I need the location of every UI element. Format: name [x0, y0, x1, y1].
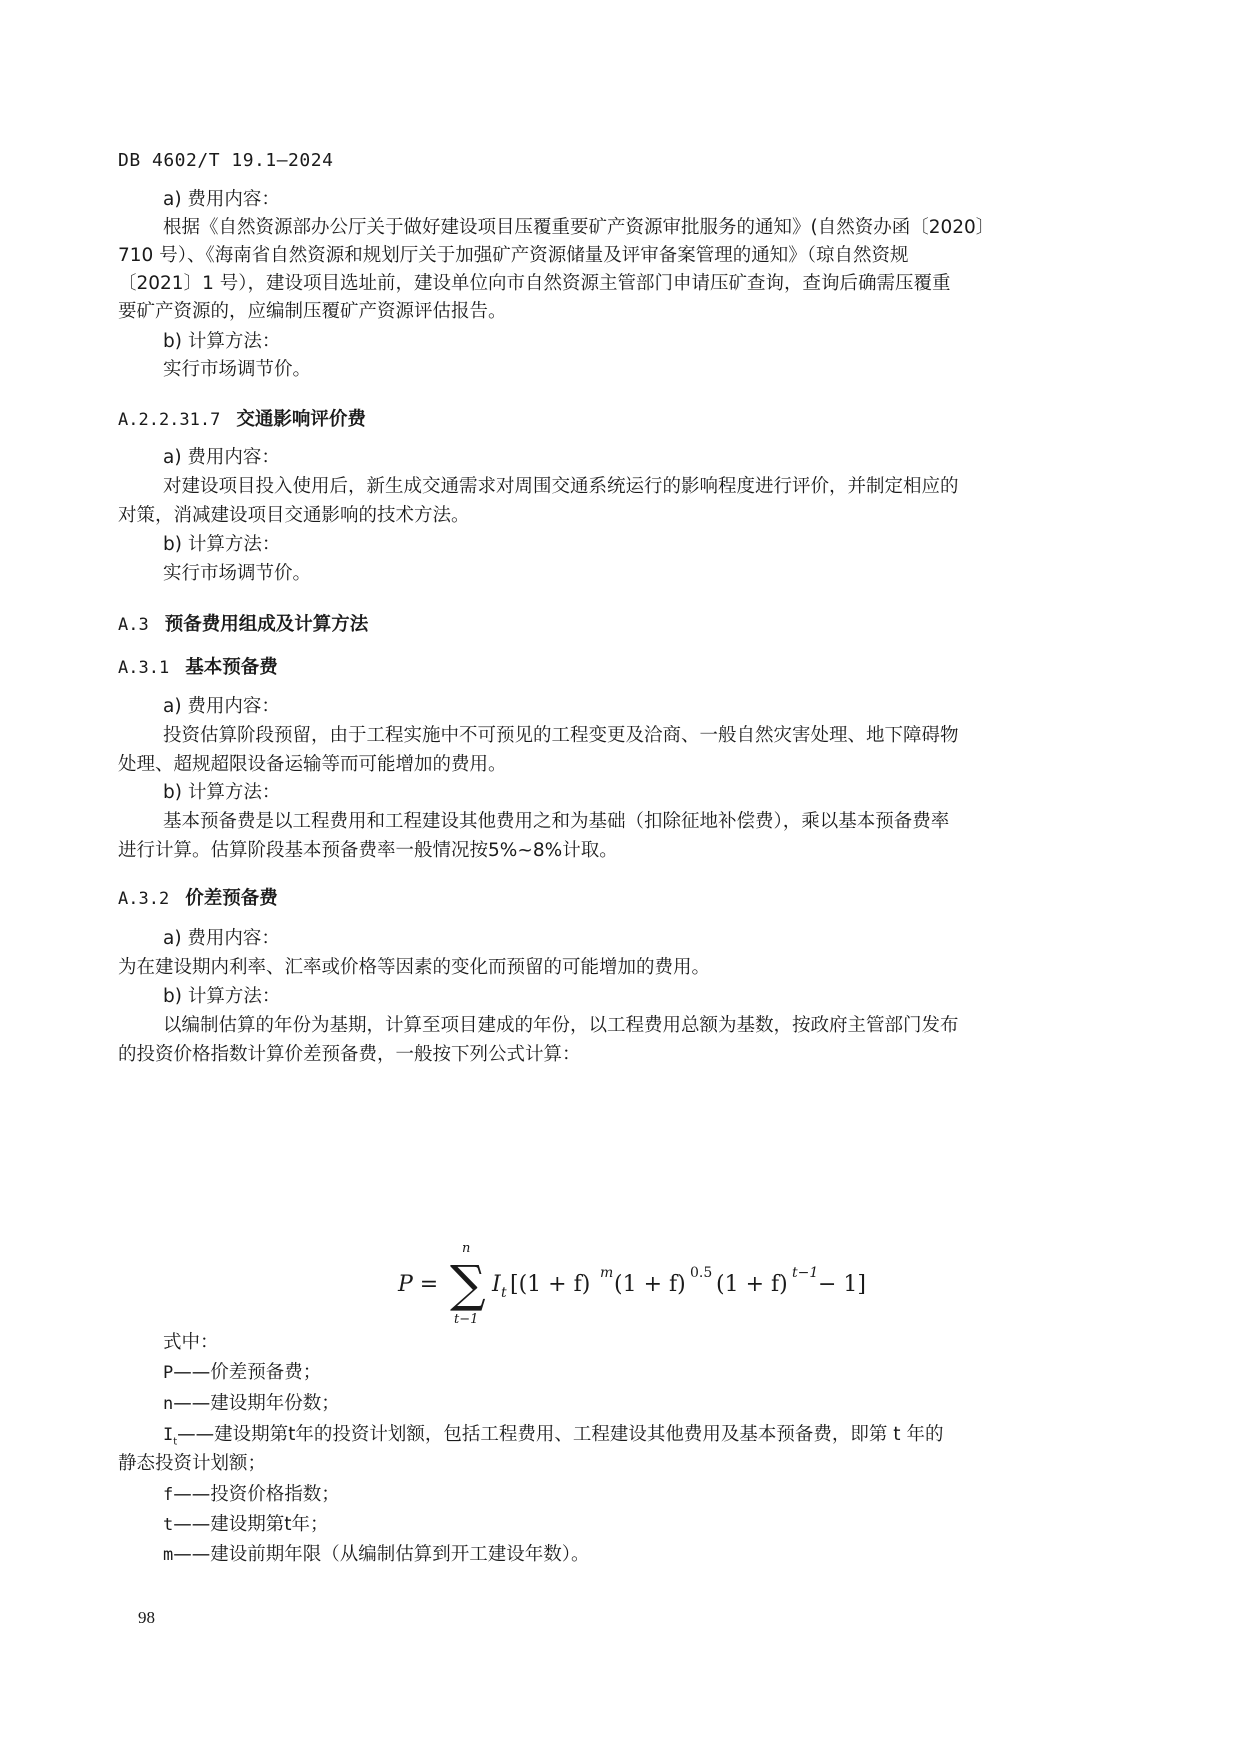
formula-term-sub: t: [501, 1285, 507, 1301]
sum-lower: t−1: [454, 1312, 479, 1327]
paragraph-line: 投资估算阶段预留，由于工程实施中不可预见的工程变更及洽商、一般自然灾害处理、地下障碍物: [163, 725, 959, 746]
method-label: b) 计算方法：: [163, 782, 281, 803]
section-heading: A.3.1 基本预备费: [118, 657, 278, 678]
page-number: 98: [138, 1608, 155, 1627]
paragraph-line: 的投资价格指数计算价差预备费，一般按下列公式计算：: [118, 1044, 581, 1065]
paragraph-line: 静态投资计划额；: [118, 1453, 267, 1474]
paragraph-line: 进行计算。估算阶段基本预备费率一般情况按5%~8%计取。: [118, 840, 618, 861]
content-label: a) 费用内容：: [163, 928, 280, 949]
formula-body-2: (1 + f): [614, 1272, 686, 1297]
formula-exp-2: 0.5: [690, 1265, 713, 1281]
definitions-intro: 式中：: [163, 1332, 219, 1353]
definition-m: m——建设前期年限（从编制估算到开工建设年数）。: [163, 1544, 590, 1565]
price-difference-formula: [398, 1235, 867, 1327]
paragraph-line: 710 号）、《海南省自然资源和规划厅关于加强矿产资源储量及评审备案管理的通知》（琼自然资规: [118, 245, 909, 266]
formula-lhs: P =: [398, 1272, 439, 1297]
paragraph-line: 处理、超规超限设备运输等而可能增加的费用。: [118, 754, 507, 775]
content-label: a) 费用内容：: [163, 189, 280, 210]
definition-t: t——建设期第t年；: [163, 1514, 329, 1535]
paragraph-line: 根据《自然资源部办公厅关于做好建设项目压覆重要矿产资源审批服务的通知》(自然资办函〔2020〕: [163, 217, 995, 238]
content-label: a) 费用内容：: [163, 696, 280, 717]
paragraph-line: 要矿产资源的，应编制压覆矿产资源评估报告。: [118, 301, 507, 322]
paragraph-line: 对策，消减建设项目交通影响的技术方法。: [118, 505, 470, 526]
method-label: b) 计算方法：: [163, 534, 281, 555]
paragraph-line: 为在建设期内利率、汇率或价格等因素的变化而预留的可能增加的费用。: [118, 957, 711, 978]
formula-body-4: − 1]: [818, 1272, 867, 1297]
formula-exp-3: t−1: [792, 1265, 819, 1281]
formula-body-3: (1 + f): [716, 1272, 788, 1297]
formula-term: I: [492, 1272, 501, 1297]
paragraph-line: 以编制估算的年份为基期，计算至项目建成的年份，以工程费用总额为基数，按政府主管部门发布: [163, 1015, 959, 1036]
paragraph-line: 实行市场调节价。: [163, 563, 312, 584]
sum-upper: n: [462, 1241, 471, 1256]
definition-f: f——投资价格指数；: [163, 1484, 340, 1505]
formula-body-1: [(1 + f): [510, 1272, 591, 1297]
content-label: a) 费用内容：: [163, 447, 280, 468]
method-label: b) 计算方法：: [163, 986, 281, 1007]
document-header: DB 4602/T 19.1—2024: [118, 150, 334, 171]
paragraph-line: 实行市场调节价。: [163, 359, 312, 380]
paragraph-line: 〔2021〕1 号），建设项目选址前，建设单位向市自然资源主管部门申请压矿查询，查询后确需压覆重: [118, 273, 951, 294]
section-heading: A.2.2.31.7 交通影响评价费: [118, 409, 366, 430]
section-heading: A.3 预备费用组成及计算方法: [118, 614, 369, 635]
definition-i: $I_t——$建设期第t年的投资计划额，包括工程费用、工程建设其他费用及基本预备费，即第 t 年的: [163, 1424, 944, 1448]
paragraph-line: 基本预备费是以工程费用和工程建设其他费用之和为基础（扣除征地补偿费），乘以基本预备费率: [163, 811, 950, 832]
method-label: b) 计算方法：: [163, 331, 281, 352]
definition-n: n——建设期年份数；: [163, 1393, 340, 1414]
sum-symbol: ∑: [450, 1255, 486, 1313]
section-heading: A.3.2 价差预备费: [118, 888, 278, 909]
paragraph-line: 对建设项目投入使用后，新生成交通需求对周围交通系统运行的影响程度进行评价，并制定相应的: [163, 476, 959, 497]
definition-p: P——价差预备费；: [163, 1362, 322, 1383]
formula-exp-1: m: [600, 1265, 614, 1281]
